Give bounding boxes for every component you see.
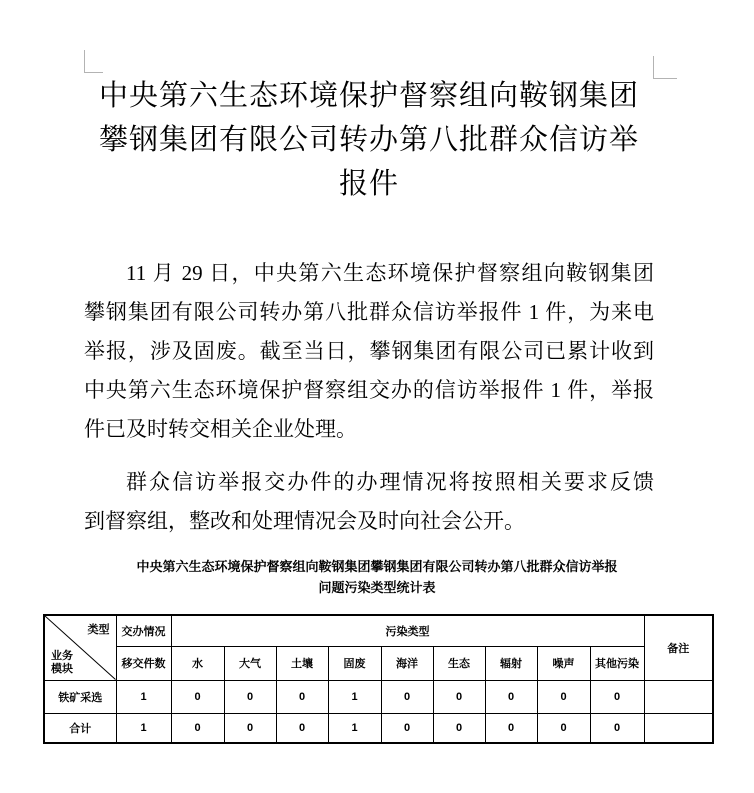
row-label: 铁矿采选: [44, 680, 116, 713]
cell-value: 0: [276, 713, 328, 743]
header-transfer-group: 交办情况: [116, 615, 171, 646]
cell-transfer-count: 1: [116, 713, 171, 743]
header-pollution-noise: 噪声: [537, 646, 590, 680]
cell-value: 0: [537, 680, 590, 713]
document-title: [84, 74, 654, 206]
header-pollution-other: 其他污染: [590, 646, 644, 680]
cell-value: 0: [224, 680, 276, 713]
cell-value: 0: [381, 713, 433, 743]
table-caption-line-1: 中央第六生态环境保护督察组向鞍钢集团攀钢集团有限公司转办第八批群众信访举报: [136, 559, 618, 574]
cell-value: 0: [276, 680, 328, 713]
header-transfer-count: 移交件数: [116, 646, 171, 680]
crop-mark-top-left: [84, 50, 103, 73]
header-pollution-soil: 土壤: [276, 646, 328, 680]
cell-value: 1: [328, 680, 381, 713]
title-line-1: 中央第六生态环境保护督察组向鞍钢集团: [98, 80, 639, 112]
cell-value: 1: [328, 713, 381, 743]
cell-value: 0: [590, 680, 644, 713]
cell-value: 0: [485, 713, 537, 743]
document-body: [84, 254, 654, 555]
table-row-iron-ore-mining: [44, 680, 713, 713]
header-pollution-air: 大气: [224, 646, 276, 680]
paragraph-1: [84, 254, 654, 449]
header-remark: 备注: [644, 615, 713, 680]
crop-mark-top-right: [653, 56, 677, 79]
table-corner-header-cell: [44, 615, 116, 680]
cell-value: 0: [433, 680, 485, 713]
corner-module-label-line-1: 业务: [51, 649, 73, 662]
cell-value: 0: [224, 713, 276, 743]
paragraph-1-line-1: 11 月 29 日，中央第六生态环境保护督察组向鞍钢集团: [126, 261, 654, 285]
title-line-3: 报件: [338, 168, 399, 200]
cell-value: 0: [590, 713, 644, 743]
cell-value: 0: [171, 713, 224, 743]
cell-transfer-count: 1: [116, 680, 171, 713]
pollution-statistics-table: [43, 614, 714, 744]
corner-type-label: 类型: [87, 624, 110, 636]
paragraph-1-line-4: 中央第六生态环境保护督察组交办的信访举报件 1 件，举报: [84, 378, 654, 402]
cell-value: 0: [537, 713, 590, 743]
header-pollution-solid-waste: 固废: [328, 646, 381, 680]
paragraph-2-line-1: 群众信访举报交办件的办理情况将按照相关要求反馈: [126, 470, 654, 494]
table-row-total: [44, 713, 713, 743]
cell-value: 0: [381, 680, 433, 713]
row-label: 合计: [44, 713, 116, 743]
corner-module-label: [51, 650, 73, 676]
paragraph-2-line-2: 到督察组，整改和处理情况会及时向社会公开。: [84, 509, 525, 533]
paragraph-1-line-3: 举报，涉及固废。截至当日，攀钢集团有限公司已累计收到: [84, 339, 654, 363]
header-pollution-radiation: 辐射: [485, 646, 537, 680]
cell-value: 0: [171, 680, 224, 713]
cell-value: 0: [485, 680, 537, 713]
header-pollution-marine: 海洋: [381, 646, 433, 680]
header-pollution-ecology: 生态: [433, 646, 485, 680]
header-pollution-group: 污染类型: [171, 615, 644, 646]
paragraph-1-line-5: 件已及时转交相关企业处理。: [84, 417, 357, 441]
paragraph-2: [84, 463, 654, 541]
table-caption-line-2: 问题污染类型统计表: [318, 580, 436, 595]
paragraph-1-line-2: 攀钢集团有限公司转办第八批群众信访举报件 1 件，为来电: [84, 300, 654, 324]
cell-value: 0: [433, 713, 485, 743]
corner-module-label-line-2: 模块: [51, 662, 73, 675]
table-caption: [0, 556, 754, 598]
header-pollution-water: 水: [171, 646, 224, 680]
cell-remark: [644, 680, 713, 713]
title-line-2: 攀钢集团有限公司转办第八批群众信访举: [98, 124, 639, 156]
cell-remark: [644, 713, 713, 743]
